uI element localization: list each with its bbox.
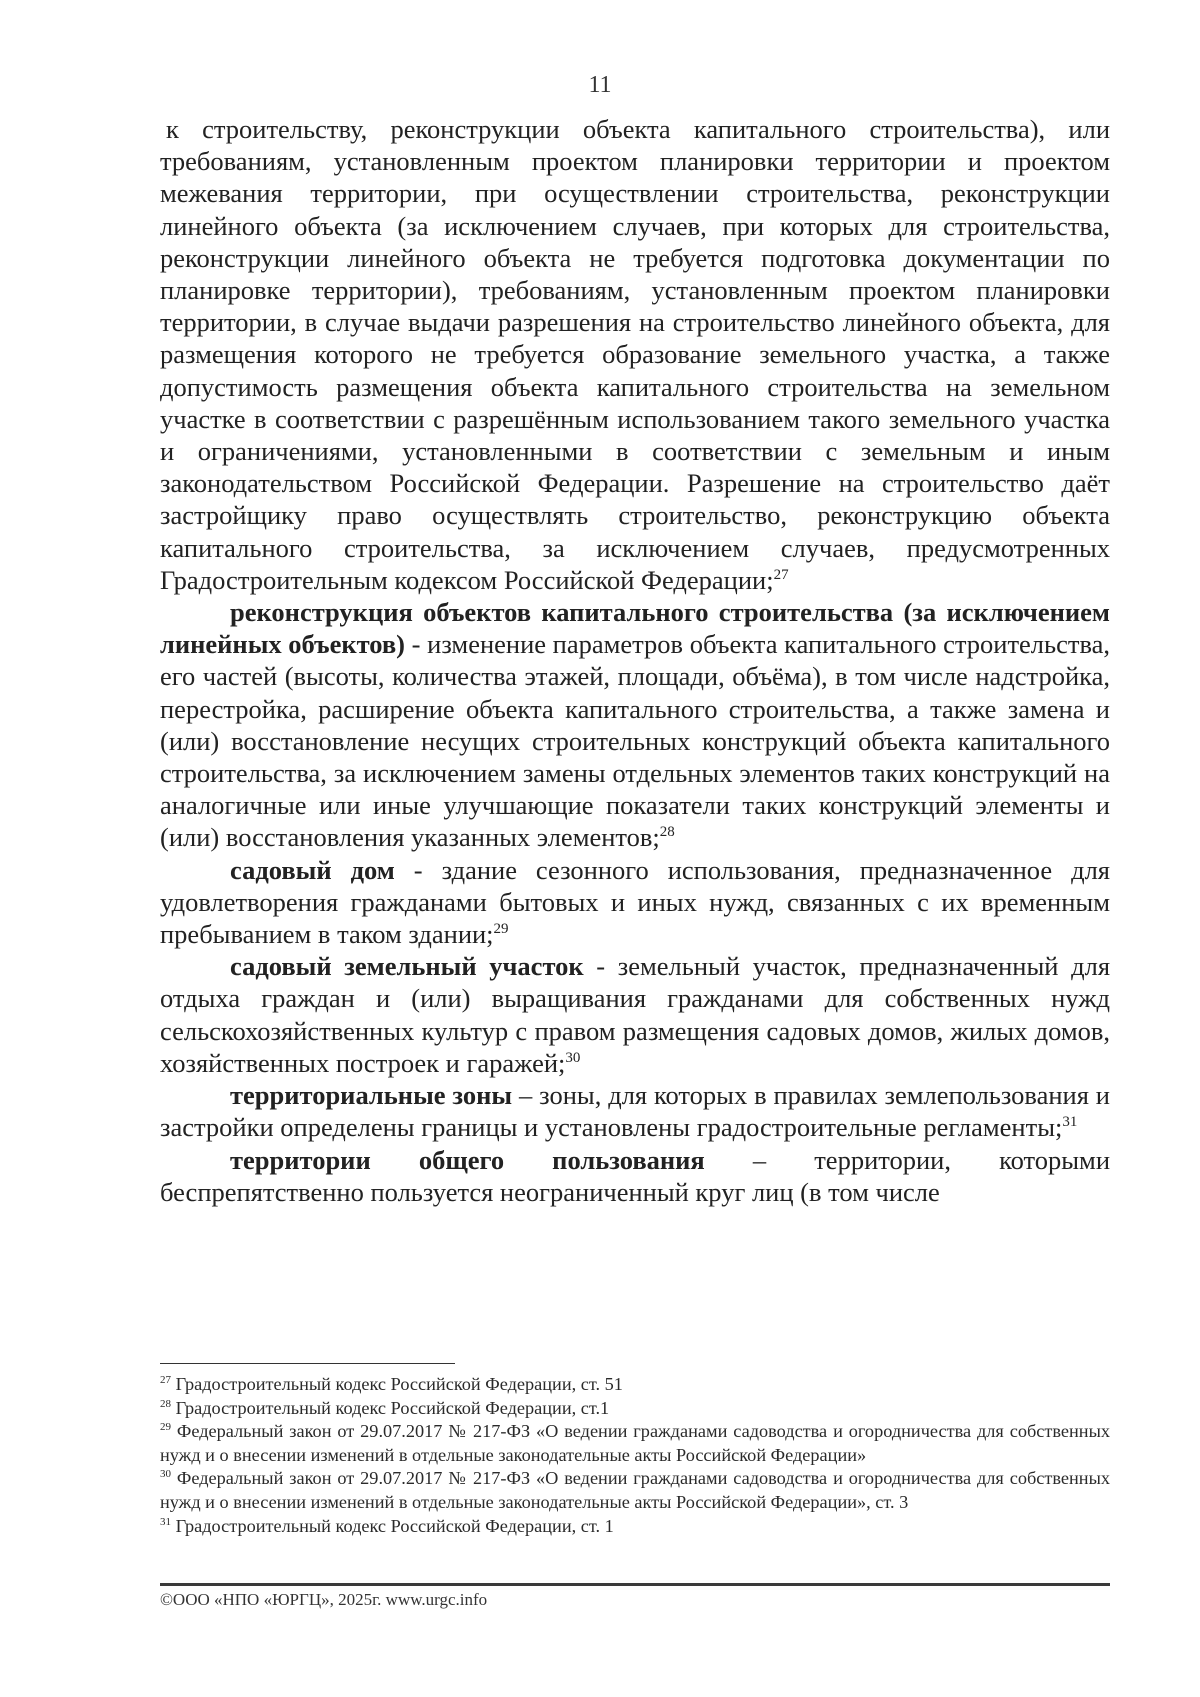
footnote-text: Градостроительный кодекс Российской Федерации, ст.1 xyxy=(175,1397,610,1418)
footnote-text: Федеральный закон от 29.07.2017 № 217-ФЗ «О ведении гражданами садоводства и огородничества для собственных нужд и о внесении изменений в отдельные законодательные акты Российской Федерации», ст. 3 xyxy=(160,1468,1110,1512)
definition-paragraph xyxy=(160,950,1110,1079)
footer-copyright: ©ООО «НПО «ЮРГЦ», 2025г. www.urgc.info xyxy=(160,1590,488,1609)
footnote-ref: 30 xyxy=(565,1050,581,1067)
footnote-number: 27 xyxy=(160,1373,171,1386)
definition-paragraph xyxy=(160,1079,1110,1143)
paragraph-text: - изменение параметров объекта капитального строительства, его частей (высоты, количества этажей, площади, объёма), в том числе надстройка, перестройка, расширение объекта капитального строительства, а также замена и (или) восстановление несущих строительных конструкций объекта капитального строительства, за исключением замены отдельных элементов таких конструкций на аналогичные или иные улучшающие показатели таких конструкций элементы и (или) восстановления указанных элементов; xyxy=(160,629,1111,853)
page-number: 11 xyxy=(588,72,612,98)
footnote-ref: 31 xyxy=(1062,1114,1078,1131)
defined-term: территории общего пользования xyxy=(230,1144,705,1175)
footnote-ref: 27 xyxy=(773,567,789,584)
footnote-text: Градостроительный кодекс Российской Федерации, ст. 1 xyxy=(175,1515,614,1536)
footnote-number: 29 xyxy=(160,1421,171,1434)
footnote-text: Федеральный закон от 29.07.2017 № 217-ФЗ «О ведении гражданами садоводства и огородничества для собственных нужд и о внесении изменений в отдельные законодательные акты Российской Федерации» xyxy=(160,1421,1110,1465)
footnote-text: Градостроительный кодекс Российской Федерации, ст. 51 xyxy=(175,1374,623,1394)
definition-paragraph xyxy=(160,596,1110,854)
defined-term: садовый дом xyxy=(230,854,395,885)
footnote-item xyxy=(160,1373,1110,1397)
footnote-number: 30 xyxy=(160,1468,171,1481)
paragraph-text: - земельный участок, предназначенный для отдыха граждан и (или) выращивания гражданами для собственных нужд сельскохозяйственных культур с правом размещения садовых домов, жилых домов, хозяйственных построек и гаражей; xyxy=(160,951,1111,1078)
footnote-separator xyxy=(160,1363,455,1364)
paragraph-text: - здание сезонного использования, предназначенное для удовлетворения гражданами бытовых и иных нужд, связанных с их временным пребыванием в таком здании; xyxy=(160,854,1110,950)
defined-term: садовый земельный участок xyxy=(230,951,584,982)
footer-separator xyxy=(160,1583,1110,1586)
definition-paragraph xyxy=(160,854,1110,951)
main-text xyxy=(160,113,1110,1208)
footnote-item xyxy=(160,1397,1110,1421)
defined-term: территориальные зоны xyxy=(230,1080,513,1111)
definition-paragraph xyxy=(160,1144,1110,1208)
footnote-item xyxy=(160,1467,1110,1514)
definition-paragraph xyxy=(160,113,1110,596)
footnote-number: 28 xyxy=(160,1397,171,1410)
paragraph-text: к строительству, реконструкции объекта капитального строительства), или требованиям, установленным проектом планировки территории и проектом межевания территории, при осуществлении строительства, реконструкции линейного объекта (за исключением случаев, при которых для строительства, реконструкции линейного объекта не требуется подготовка документации по планировке территории), требованиям, установленным проектом планировки территории, в случае выдачи разрешения на строительство линейного объекта, для размещения которого не требуется образование земельного участка, а также допустимость размещения объекта капитального строительства на земельном участке в соответствии с разрешённым использованием такого земельного участка и ограничениями, установленными в соответствии с земельным и иным законодательством Российской Федерации. Разрешение на строительство даёт застройщику право осуществлять строительство, реконструкцию объекта капитального строительства, за исключением случаев, предусмотренных Градостроительным кодексом Российской Федерации; xyxy=(160,114,1110,595)
footnote-item xyxy=(160,1420,1110,1467)
footnotes xyxy=(160,1373,1110,1538)
footnote-ref: 29 xyxy=(493,921,509,938)
footnote-item xyxy=(160,1515,1110,1539)
paragraph-text: – зоны, для которых в правилах землепользования и застройки определены границы и установлены градостроительные регламенты; xyxy=(160,1080,1110,1143)
footnote-number: 31 xyxy=(160,1515,171,1528)
defined-term: реконструкция объектов капитального строительства (за исключением линейных объектов) xyxy=(160,597,1110,660)
footnote-ref: 28 xyxy=(659,824,675,841)
paragraph-text: – территории, которыми беспрепятственно пользуется неограниченный круг лиц (в том числе xyxy=(160,1144,1110,1207)
